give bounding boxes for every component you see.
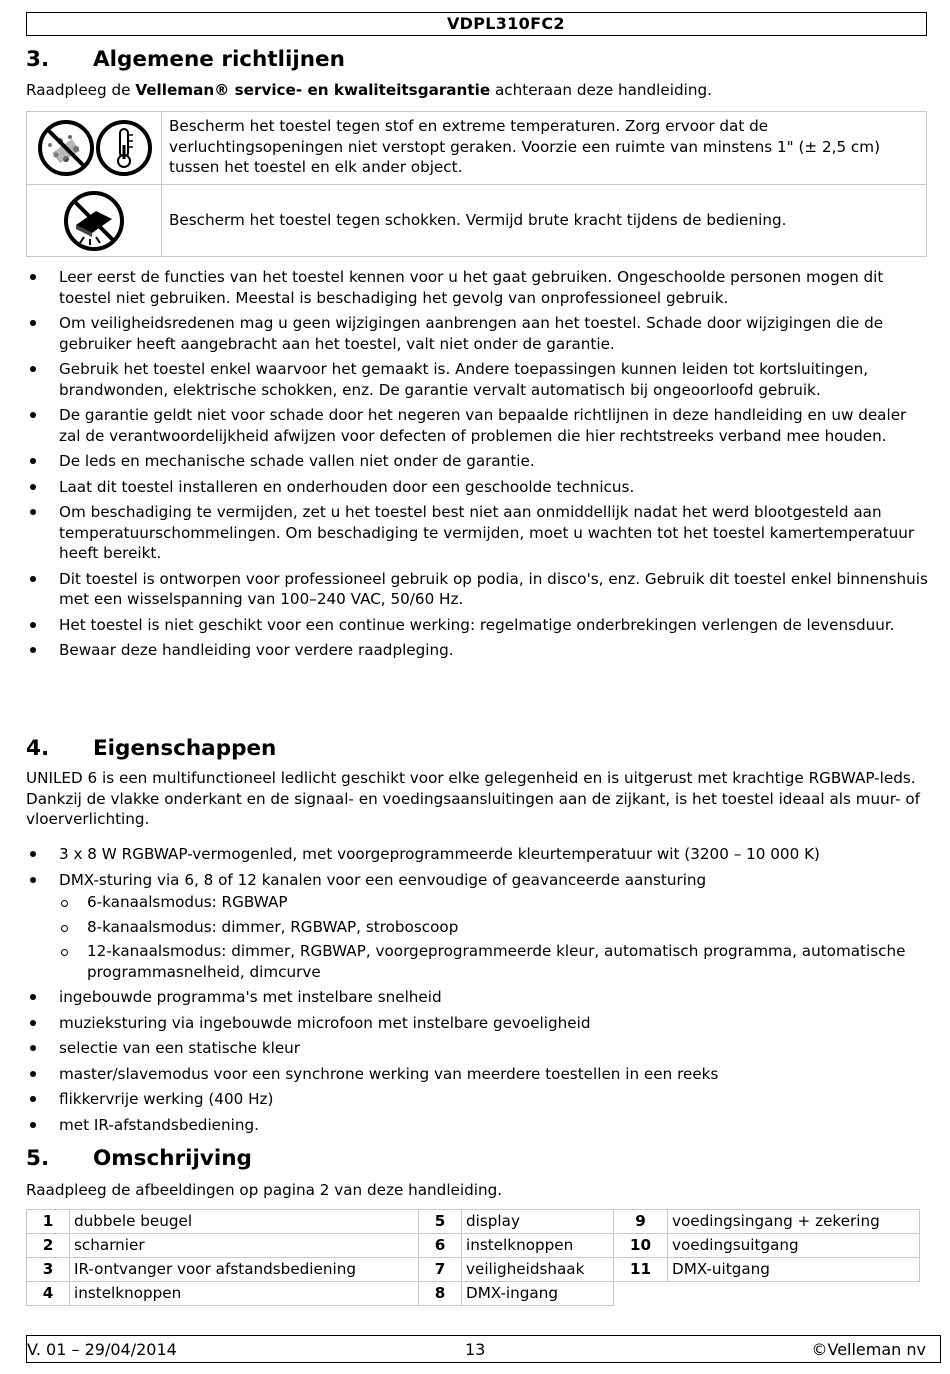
safety-text: Bescherm het toestel tegen schokken. Vermijd brute kracht tijdens de bediening. [162,185,927,257]
list-item: De leds en mechanische schade vallen niet onder de garantie. [26,451,928,472]
footer-version: V. 01 – 29/04/2014 [27,1340,177,1359]
part-description: voedingsingang + zekering [668,1210,920,1234]
list-item: Laat dit toestel installeren en onderhouden door een geschoolde technicus. [26,477,928,498]
list-item: ingebouwde programma's met instelbare snelheid [26,987,928,1008]
section-5-intro: Raadpleeg de afbeeldingen op pagina 2 van deze handleiding. [26,1181,503,1199]
model-number: VDPL310FC2 [447,14,565,33]
part-description: instelknoppen [70,1282,419,1306]
part-number: 8 [419,1282,462,1306]
part-number: 3 [27,1258,70,1282]
table-row [27,1282,920,1306]
list-item: Leer eerst de functies van het toestel kennen voor u het gaat gebruiken. Ongeschoolde personen mogen dit toestel niet gebruiken. Meestal is beschadiging het gevolg van onprofessioneel gebruik. [26,267,928,308]
safety-text: Bescherm het toestel tegen stof en extreme temperaturen. Zorg ervoor dat de verluchtingsopeningen niet verstopt geraken. Voorzie een ruimte van minstens 1" (± 2,5 cm) tussen het toestel en elk ander object. [162,112,927,185]
list-item-text: DMX-sturing via 6, 8 of 12 kanalen voor een eenvoudige of geavanceerde aansturing [59,870,707,889]
part-description: display [462,1210,614,1234]
part-description: scharnier [70,1234,419,1258]
list-item: Bewaar deze handleiding voor verdere raadpleging. [26,640,928,661]
list-item: Dit toestel is ontworpen voor professioneel gebruik op podia, in disco's, enz. Gebruik dit toestel enkel binnenshuis met een wisselspanning van 100–240 VAC, 50/60 Hz. [26,569,928,610]
page-header [26,12,927,36]
list-item [26,870,928,983]
section-number: 5. [26,1146,50,1171]
section-title: Algemene richtlijnen [93,47,345,72]
table-row [27,1258,920,1282]
part-description: veiligheidshaak [462,1258,614,1282]
part-description: IR-ontvanger voor afstandsbediening [70,1258,419,1282]
section-4-bullets [26,844,928,1135]
table-row [27,1210,920,1234]
part-description: dubbele beugel [70,1210,419,1234]
list-item: Om beschadiging te vermijden, zet u het toestel best niet aan onmiddellijk nadat het werd blootgesteld aan temperatuurschommelingen. Om beschadiging te vermijden, moet u wachten tot het toestel kamertemperatuur heeft bereikt. [26,502,928,564]
list-item: met IR-afstandsbediening. [26,1115,928,1136]
section-3-bullets [26,267,928,661]
sub-list-item: 12-kanaalsmodus: dimmer, RGBWAP, voorgeprogrammeerde kleur, automatisch programma, automatische programmasnelheid, dimcurve [59,941,928,982]
list-item: muzieksturing via ingebouwde microfoon met instelbare gevoeligheid [26,1013,928,1034]
sub-list-item: 8-kanaalsmodus: dimmer, RGBWAP, stroboscoop [59,917,928,938]
safety-row [27,185,927,257]
section-4-intro: UNILED 6 is een multifunctioneel ledlicht geschikt voor elke gelegenheid en is uitgerust met krachtige RGBWAP-leds. Dankzij de vlakke onderkant en de signaal- en voedingsaansluitingen aan de zijkant, is het toestel ideaal als muur- of vloerverlichting. [26,769,920,828]
section-4-heading [26,736,276,762]
intro-text: Raadpleeg de [26,81,136,99]
part-number: 5 [419,1210,462,1234]
page-footer [26,1335,941,1363]
footer-copyright: ©Velleman nv [811,1340,926,1359]
empty-cell [614,1282,668,1306]
part-number: 4 [27,1282,70,1306]
part-number: 1 [27,1210,70,1234]
dmx-mode-list [59,892,928,982]
page-number: 13 [465,1340,486,1359]
section-number: 3. [26,47,50,72]
section-title: Eigenschappen [93,736,277,761]
section-title: Omschrijving [93,1146,252,1171]
list-item: Gebruik het toestel enkel waarvoor het gemaakt is. Andere toepassingen kunnen leiden tot kortsluitingen, brandwonden, elektrische schokken, enz. De garantie vervalt automatisch bij ongeoorloofd gebruik. [26,359,928,400]
empty-cell [668,1282,920,1306]
dust-and-thermometer-icon [30,115,158,181]
part-number: 10 [614,1234,668,1258]
safety-icon-table [26,111,927,257]
no-shock-icon [62,189,126,253]
part-description: DMX-ingang [462,1282,614,1306]
part-description: instelknoppen [462,1234,614,1258]
safety-icon-cell [27,185,162,257]
list-item: De garantie geldt niet voor schade door het negeren van bepaalde richtlijnen in deze handleiding en uw dealer zal de verantwoordelijkheid afwijzen voor defecten of problemen die hier rechtstreeks verband mee houden. [26,405,928,446]
part-description: DMX-uitgang [668,1258,920,1282]
warranty-reference: Velleman® service- en kwaliteitsgarantie [135,81,491,99]
section-3-heading [26,47,345,73]
list-item: Om veiligheidsredenen mag u geen wijzigingen aanbrengen aan het toestel. Schade door wijzigingen die de gebruiker heeft aangebracht aan het toestel, valt niet onder de garantie. [26,313,928,354]
safety-icon-cell [27,112,162,185]
list-item: master/slavemodus voor een synchrone werking van meerdere toestellen in een reeks [26,1064,928,1085]
part-number: 2 [27,1234,70,1258]
parts-table [26,1209,920,1306]
part-number: 7 [419,1258,462,1282]
section-5-heading [26,1146,252,1172]
list-item: selectie van een statische kleur [26,1038,928,1059]
table-row [27,1234,920,1258]
section-3-intro [26,80,926,101]
part-description: voedingsuitgang [668,1234,920,1258]
list-item: Het toestel is niet geschikt voor een continue werking: regelmatige onderbrekingen verlengen de levensduur. [26,615,928,636]
part-number: 9 [614,1210,668,1234]
sub-list-item: 6-kanaalsmodus: RGBWAP [59,892,928,913]
section-number: 4. [26,736,50,761]
part-number: 11 [614,1258,668,1282]
safety-row [27,112,927,185]
intro-text: achteraan deze handleiding. [490,81,712,99]
list-item: flikkervrije werking (400 Hz) [26,1089,928,1110]
part-number: 6 [419,1234,462,1258]
list-item: 3 x 8 W RGBWAP-vermogenled, met voorgeprogrammeerde kleurtemperatuur wit (3200 – 10 000 K) [26,844,928,865]
